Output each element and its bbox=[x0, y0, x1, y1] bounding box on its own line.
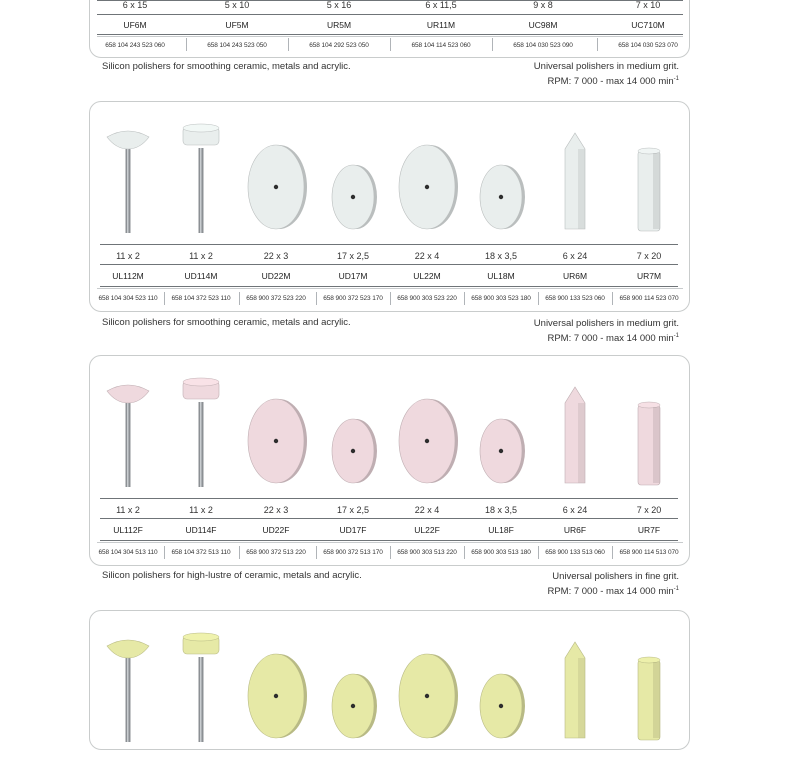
size-label: 22 x 4 bbox=[414, 251, 440, 261]
table-rule-0 bbox=[100, 244, 678, 245]
size-label: 22 x 3 bbox=[263, 505, 289, 515]
cylinder-shade bbox=[653, 662, 660, 738]
article-number: 658 900 114 523 070 bbox=[619, 295, 679, 302]
product-code: UD22M bbox=[261, 271, 291, 281]
article-number: 658 104 372 523 110 bbox=[171, 295, 231, 302]
article-number: 658 900 303 513 220 bbox=[397, 549, 457, 556]
table-rule-1 bbox=[100, 518, 678, 519]
article-number: 658 900 303 523 180 bbox=[471, 295, 531, 302]
product-code: UR11M bbox=[426, 20, 456, 30]
disc-hole bbox=[499, 449, 503, 453]
article-number: 658 104 243 523 050 bbox=[207, 42, 267, 49]
column-separator bbox=[538, 292, 539, 305]
disc-hole bbox=[351, 195, 355, 199]
size-label: 22 x 4 bbox=[414, 505, 440, 515]
size-label: 5 x 16 bbox=[326, 0, 352, 10]
column-separator bbox=[316, 292, 317, 305]
column-separator bbox=[164, 546, 165, 559]
article-number: 658 104 030 523 090 bbox=[513, 42, 573, 49]
column-separator bbox=[464, 546, 465, 559]
size-label: 6 x 24 bbox=[562, 505, 588, 515]
top-table-rule-2 bbox=[97, 34, 683, 35]
caption-white-right-line2: RPM: 7 000 - max 14 000 $\min^{-1}$ bbox=[547, 333, 679, 345]
product-code: UL22M bbox=[413, 271, 441, 281]
article-number: 658 900 303 513 180 bbox=[471, 549, 531, 556]
column-separator bbox=[164, 292, 165, 305]
article-number: 658 900 372 523 220 bbox=[246, 295, 306, 302]
product-code: UF6M bbox=[123, 20, 147, 30]
column-separator bbox=[239, 546, 240, 559]
mandrel-highlight bbox=[200, 402, 202, 487]
caption-white-right bbox=[534, 318, 679, 345]
disc-hole bbox=[274, 185, 278, 189]
column-separator bbox=[538, 546, 539, 559]
cylinder-shade bbox=[653, 407, 660, 483]
article-number: 658 104 114 523 060 bbox=[411, 42, 471, 49]
article-number: 658 104 292 523 050 bbox=[309, 42, 369, 49]
size-label: 17 x 2,5 bbox=[336, 505, 370, 515]
product-code: UL18M bbox=[487, 271, 515, 281]
product-code: UF5M bbox=[225, 20, 249, 30]
product-code: UD22F bbox=[262, 525, 290, 535]
size-label: 22 x 3 bbox=[263, 251, 289, 261]
cylinder-shade bbox=[653, 153, 660, 229]
disc-hole bbox=[499, 704, 503, 708]
caption-top-right-line1: Universal polishers in medium grit. bbox=[533, 61, 679, 72]
column-separator bbox=[186, 38, 187, 51]
caption-white-left: Silicon polishers for smoothing ceramic, metals and acrylic. bbox=[102, 317, 351, 328]
caption-pink-right-line1: Universal polishers in fine grit. bbox=[552, 571, 679, 582]
product-code: UD17M bbox=[338, 271, 368, 281]
size-label: 6 x 11,5 bbox=[425, 0, 457, 10]
article-number: 658 104 243 523 060 bbox=[105, 42, 165, 49]
caption-pink-left: Silicon polishers for high-lustre of ceramic, metals and acrylic. bbox=[102, 570, 362, 581]
product-code: UC710M bbox=[631, 20, 665, 30]
mandrel-highlight bbox=[127, 652, 129, 742]
article-number: 658 104 304 523 110 bbox=[98, 295, 158, 302]
article-number: 658 900 114 513 070 bbox=[619, 549, 679, 556]
column-separator bbox=[390, 38, 391, 51]
size-label: 11 x 2 bbox=[189, 251, 213, 261]
column-separator bbox=[612, 292, 613, 305]
disc-hole bbox=[274, 439, 278, 443]
size-label: 7 x 20 bbox=[636, 505, 662, 515]
polisher-images bbox=[90, 101, 690, 251]
caption-pink-right bbox=[547, 571, 679, 598]
size-label: 11 x 2 bbox=[189, 505, 213, 515]
top-table-rule-soft bbox=[97, 36, 683, 37]
top-table-rule-1 bbox=[97, 14, 683, 15]
product-code: UR6F bbox=[563, 525, 587, 535]
size-label: 18 x 3,5 bbox=[484, 505, 518, 515]
table-rule-1 bbox=[100, 264, 678, 265]
caption-top-right bbox=[534, 61, 679, 88]
column-separator bbox=[288, 38, 289, 51]
size-label: 18 x 3,5 bbox=[484, 251, 518, 261]
table-rule-soft bbox=[97, 288, 683, 289]
caption-pink-right-line2: RPM: 7 000 - max 14 000 $\min^{-1}$ bbox=[547, 586, 679, 598]
disc-hole bbox=[351, 449, 355, 453]
size-label: 6 x 15 bbox=[122, 0, 148, 10]
article-number: 658 900 372 513 170 bbox=[323, 549, 383, 556]
cup-polisher-top bbox=[183, 378, 219, 386]
product-code: UR6M bbox=[562, 271, 588, 281]
product-code: UL112F bbox=[113, 525, 143, 535]
size-label: 11 x 2 bbox=[116, 505, 140, 515]
product-code: UC98M bbox=[528, 20, 558, 30]
product-code: UL112M bbox=[112, 271, 144, 281]
column-separator bbox=[597, 38, 598, 51]
caption-top-right-line2: RPM: 7 000 - max 14 000 $\min^{-1}$ bbox=[547, 76, 679, 88]
article-number: 658 900 372 513 220 bbox=[246, 549, 306, 556]
mandrel-highlight bbox=[200, 148, 202, 233]
column-separator bbox=[390, 292, 391, 305]
article-number: 658 104 372 513 110 bbox=[171, 549, 231, 556]
lens-polisher-head bbox=[107, 385, 149, 403]
point-shade bbox=[578, 149, 585, 229]
disc-hole bbox=[499, 195, 503, 199]
product-code: UR5M bbox=[326, 20, 352, 30]
product-code: UL18F bbox=[488, 525, 514, 535]
mandrel-highlight bbox=[127, 397, 129, 487]
product-code: UL22F bbox=[414, 525, 440, 535]
polisher-images bbox=[90, 610, 690, 760]
size-label: 7 x 20 bbox=[636, 251, 662, 261]
caption-white-right-line1: Universal polishers in medium grit. bbox=[533, 318, 679, 329]
size-label: 9 x 8 bbox=[533, 0, 553, 10]
disc-hole bbox=[274, 694, 278, 698]
size-label: 17 x 2,5 bbox=[336, 251, 370, 261]
size-label: 5 x 10 bbox=[224, 0, 250, 10]
disc-hole bbox=[425, 439, 429, 443]
disc-hole bbox=[351, 704, 355, 708]
mandrel-highlight bbox=[127, 143, 129, 233]
product-code: UD17F bbox=[339, 525, 367, 535]
lens-polisher-head bbox=[107, 640, 149, 658]
cup-polisher-top bbox=[183, 633, 219, 641]
column-separator bbox=[390, 546, 391, 559]
column-separator bbox=[612, 546, 613, 559]
point-shade bbox=[578, 658, 585, 738]
article-number: 658 104 304 513 110 bbox=[98, 549, 158, 556]
article-number: 658 900 303 523 220 bbox=[397, 295, 457, 302]
polisher-images bbox=[90, 355, 690, 505]
cup-polisher-top bbox=[183, 124, 219, 132]
size-label: 6 x 24 bbox=[562, 251, 588, 261]
column-separator bbox=[316, 546, 317, 559]
caption-top-left: Silicon polishers for smoothing ceramic, metals and acrylic. bbox=[102, 61, 351, 72]
column-separator bbox=[464, 292, 465, 305]
disc-hole bbox=[425, 185, 429, 189]
column-separator bbox=[492, 38, 493, 51]
disc-hole bbox=[425, 694, 429, 698]
mandrel-highlight bbox=[200, 657, 202, 742]
size-label: 7 x 10 bbox=[635, 0, 661, 10]
table-rule-0 bbox=[100, 498, 678, 499]
lens-polisher-head bbox=[107, 131, 149, 149]
article-number: 658 900 133 513 060 bbox=[545, 549, 605, 556]
product-code: UR7M bbox=[636, 271, 662, 281]
top-table-rule-0 bbox=[97, 0, 683, 1]
article-number: 658 104 030 523 070 bbox=[618, 42, 678, 49]
product-code: UD114F bbox=[185, 525, 217, 535]
product-code: UD114M bbox=[184, 271, 218, 281]
table-rule-soft bbox=[97, 542, 683, 543]
table-rule-2 bbox=[100, 286, 678, 287]
article-number: 658 900 372 523 170 bbox=[323, 295, 383, 302]
article-number: 658 900 133 523 060 bbox=[545, 295, 605, 302]
point-shade bbox=[578, 403, 585, 483]
product-code: UR7F bbox=[637, 525, 661, 535]
column-separator bbox=[239, 292, 240, 305]
table-rule-2 bbox=[100, 540, 678, 541]
size-label: 11 x 2 bbox=[116, 251, 140, 261]
